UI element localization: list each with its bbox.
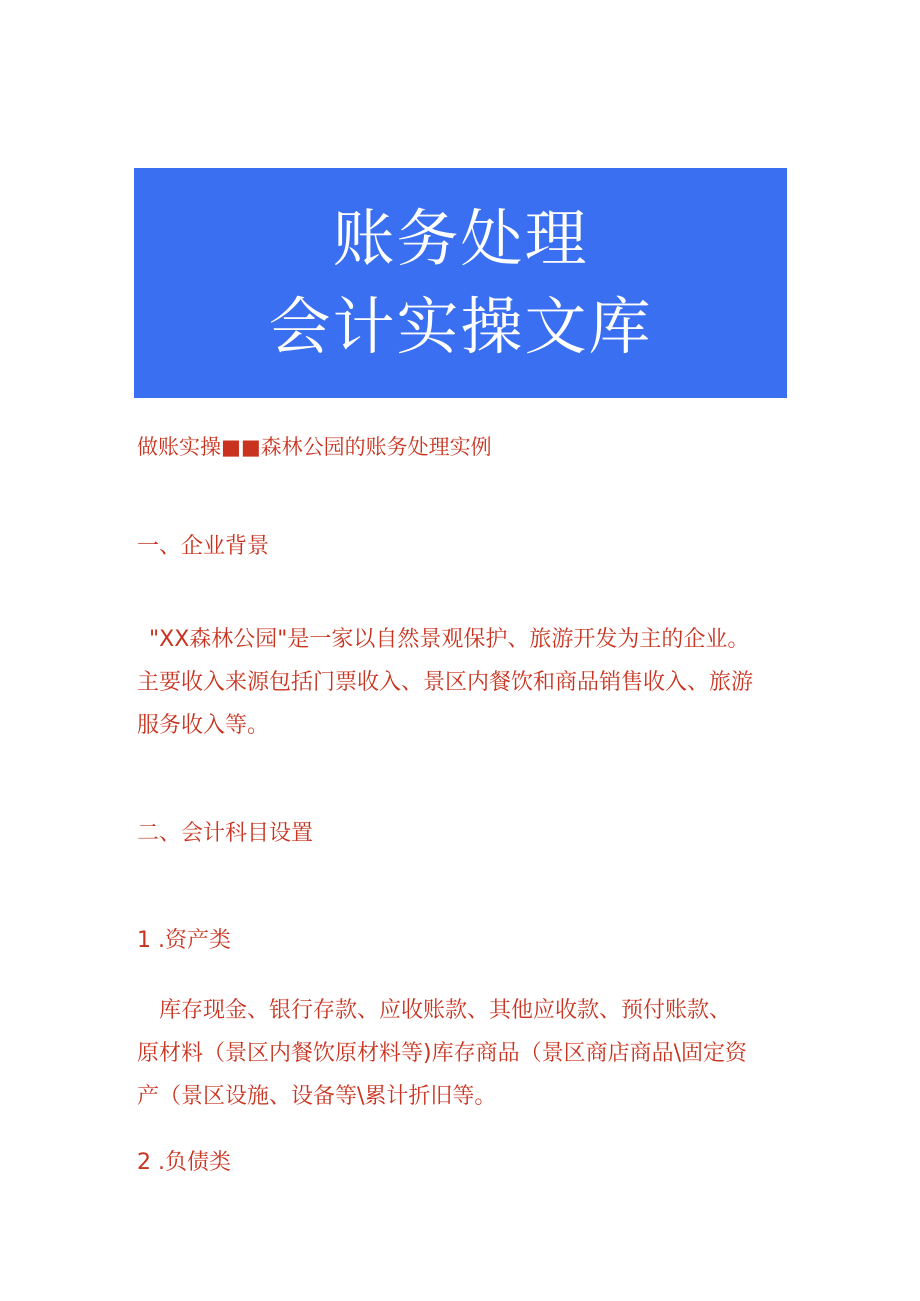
section-heading-background: 一、企业背景 xyxy=(137,534,270,559)
assets-paragraph xyxy=(137,989,797,1118)
banner-title-line-1: 账务处理 xyxy=(332,202,589,275)
title-banner xyxy=(134,168,787,398)
section-heading-accounts: 二、会计科目设置 xyxy=(137,821,314,846)
paragraph-line: "XX森林公园"是一家以自然景观保护、旅游开发为主的企业。 xyxy=(149,627,750,652)
document-subtitle: 做账实操■■森林公园的账务处理实例 xyxy=(137,435,492,459)
section-background-paragraph xyxy=(137,618,797,747)
subsection-heading-assets: 1 .资产类 xyxy=(137,928,231,953)
paragraph-line: 主要收入来源包括门票收入、景区内餐饮和商品销售收入、旅游 xyxy=(137,670,754,695)
paragraph-line: 服务收入等。 xyxy=(137,713,270,738)
paragraph-line: 产（景区设施、设备等\累计折旧等。 xyxy=(137,1084,497,1109)
subsection-heading-liabilities: 2 .负债类 xyxy=(137,1150,231,1175)
paragraph-line: 库存现金、银行存款、应收账款、其他应收款、预付账款、 xyxy=(137,998,732,1023)
banner-title-line-2: 会计实操文库 xyxy=(268,290,653,363)
paragraph-line: 原材料（景区内餐饮原材料等)库存商品（景区商店商品\固定资 xyxy=(137,1041,747,1066)
